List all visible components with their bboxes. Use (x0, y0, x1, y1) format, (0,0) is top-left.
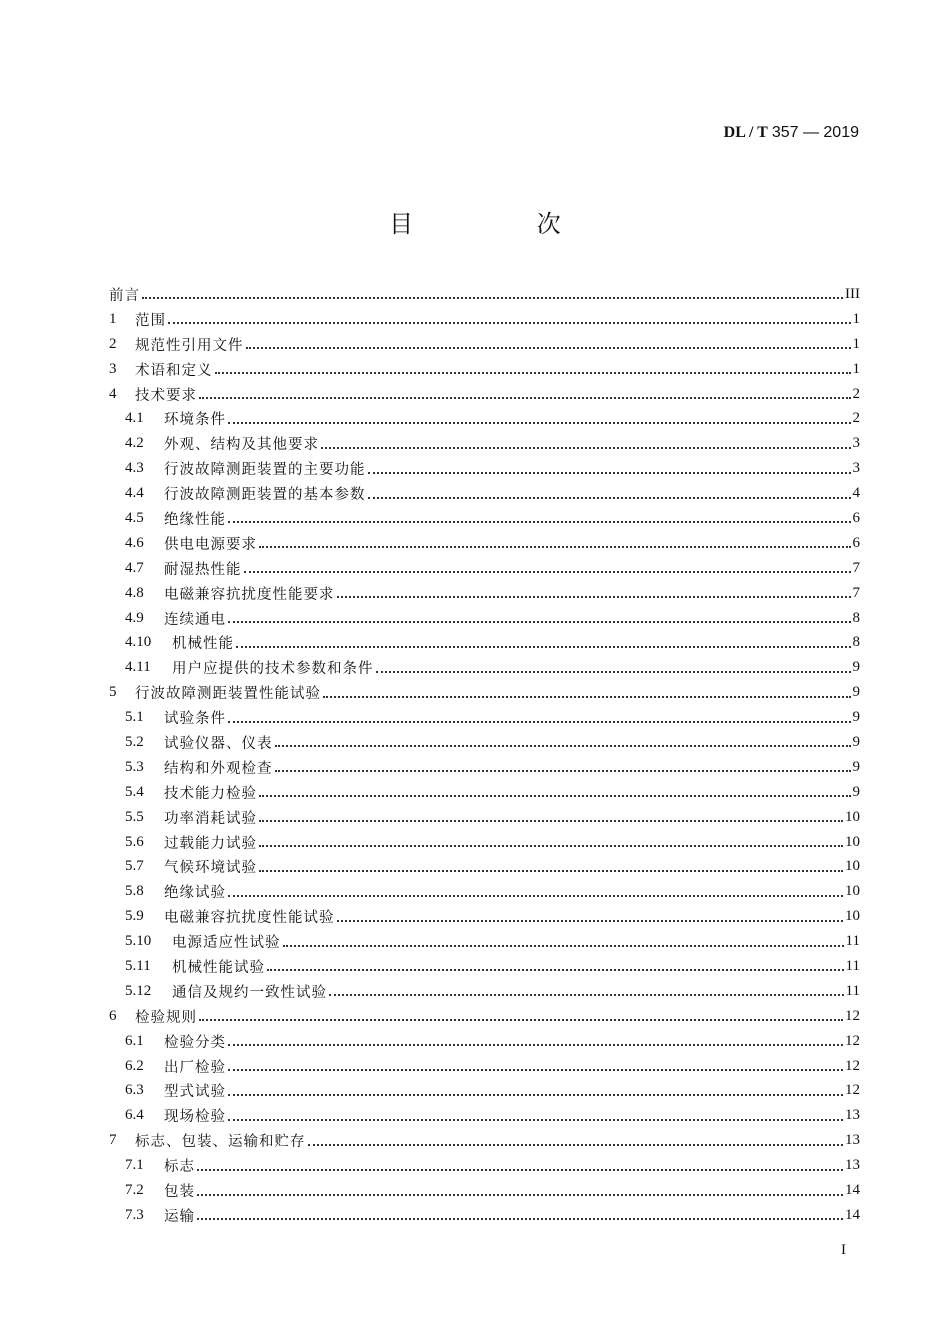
table-of-contents (109, 282, 860, 1228)
toc-dot-leader (228, 418, 851, 424)
toc-entry-number: 5.3 (125, 758, 144, 775)
page-number: I (841, 1242, 846, 1258)
toc-entry[interactable] (109, 705, 860, 730)
toc-entry-label: 电磁兼容抗扰度性能试验 (164, 910, 335, 927)
toc-dot-leader (259, 791, 851, 797)
toc-entry-label: 供电电源要求 (164, 536, 257, 553)
toc-entry-label: 标志 (164, 1159, 195, 1176)
toc-entry-page: 1 (852, 310, 860, 327)
toc-entry-number: 7 (109, 1132, 117, 1149)
toc-entry[interactable] (109, 755, 860, 780)
toc-entry-number: 4.8 (125, 584, 144, 601)
toc-entry[interactable] (109, 556, 860, 581)
page-title: 目 次 (389, 210, 619, 238)
toc-entry-page: 12 (845, 1007, 860, 1024)
toc-entry-label: 外观、结构及其他要求 (164, 437, 319, 454)
toc-entry-label: 电源适应性试验 (172, 935, 281, 952)
toc-dot-leader (244, 567, 851, 573)
toc-entry-number: 5.5 (125, 808, 144, 825)
toc-entry-number: 3 (109, 360, 117, 377)
toc-entry[interactable] (109, 1079, 860, 1104)
toc-entry[interactable] (109, 830, 860, 855)
toc-entry-number: 5.8 (125, 883, 144, 900)
toc-entry-number: 5 (109, 684, 117, 701)
toc-entry-label: 现场检验 (164, 1109, 226, 1126)
toc-entry-page: 7 (852, 559, 860, 576)
toc-entry-page: 3 (852, 435, 860, 452)
toc-entry-number: 2 (109, 335, 117, 352)
toc-entry-page: 10 (845, 833, 860, 850)
toc-entry-page: 9 (852, 783, 860, 800)
toc-entry-number: 4.4 (125, 485, 144, 502)
toc-dot-leader (267, 965, 844, 971)
toc-entry-label: 电磁兼容抗扰度性能要求 (164, 586, 335, 603)
toc-dot-leader (321, 443, 851, 449)
toc-entry-page: 10 (845, 808, 860, 825)
toc-entry-page: 8 (852, 634, 860, 651)
toc-entry-number: 5.9 (125, 908, 144, 925)
toc-entry[interactable] (109, 954, 860, 979)
toc-dot-leader (228, 617, 851, 623)
toc-entry-number: 4.10 (125, 634, 152, 651)
toc-entry-number: 6.2 (125, 1057, 144, 1074)
toc-entry-number: 6 (109, 1007, 117, 1024)
toc-entry-label: 气候环境试验 (164, 860, 257, 877)
toc-entry-page: 12 (845, 1032, 860, 1049)
toc-entry-page: 9 (852, 758, 860, 775)
toc-entry-number: 4.7 (125, 559, 144, 576)
toc-dot-leader (376, 667, 851, 673)
toc-entry-number: 7.1 (125, 1157, 144, 1174)
toc-entry-number: 4.11 (125, 659, 151, 676)
document-code-number: 357 — 2019 (771, 124, 859, 141)
toc-entry[interactable] (109, 357, 860, 382)
document-code-prefix: DL / T (723, 124, 768, 141)
toc-dot-leader (228, 517, 851, 523)
toc-entry-page: 1 (852, 360, 860, 377)
toc-entry-page: 9 (852, 709, 860, 726)
toc-entry-page: 10 (845, 908, 860, 925)
toc-dot-leader (323, 692, 851, 698)
toc-entry-page: 11 (845, 957, 860, 974)
toc-entry-page: 13 (845, 1157, 860, 1174)
toc-entry-page: 11 (845, 982, 860, 999)
toc-dot-leader (337, 916, 844, 922)
toc-entry-number: 6.4 (125, 1107, 144, 1124)
toc-entry-label: 检验分类 (164, 1034, 226, 1051)
toc-entry[interactable] (109, 606, 860, 631)
toc-entry-page: 12 (845, 1082, 860, 1099)
toc-dot-leader (228, 1115, 843, 1121)
toc-entry-label: 过载能力试验 (164, 835, 257, 852)
toc-entry-page: 9 (852, 684, 860, 701)
toc-entry-number: 6.3 (125, 1082, 144, 1099)
toc-entry[interactable] (109, 1103, 860, 1128)
toc-entry[interactable] (109, 531, 860, 556)
toc-entry-label: 运输 (164, 1208, 195, 1225)
toc-dot-leader (283, 941, 844, 947)
toc-entry[interactable] (109, 879, 860, 904)
toc-entry-label: 包装 (164, 1184, 195, 1200)
toc-entry[interactable] (109, 1004, 860, 1029)
toc-entry-number: 5.7 (125, 858, 144, 875)
toc-entry[interactable] (109, 680, 860, 705)
toc-entry-page: 13 (845, 1107, 860, 1124)
toc-entry-label: 连续通电 (164, 611, 226, 628)
toc-dot-leader (228, 1090, 843, 1096)
toc-entry-label: 绝缘试验 (164, 885, 226, 902)
toc-dot-leader (259, 841, 843, 847)
toc-dot-leader (236, 642, 851, 648)
toc-dot-leader (308, 1140, 844, 1146)
toc-entry-number: 4.9 (125, 609, 144, 626)
toc-entry-label: 技术要求 (135, 387, 197, 404)
toc-entry[interactable] (109, 1029, 860, 1054)
toc-entry-label: 结构和外观检查 (164, 760, 273, 777)
toc-entry[interactable] (109, 282, 860, 307)
toc-entry-number: 4.1 (125, 410, 144, 427)
toc-dot-leader (368, 493, 851, 499)
toc-entry-label: 通信及规约一致性试验 (172, 984, 327, 1001)
toc-dot-leader (259, 866, 843, 872)
toc-dot-leader (368, 468, 851, 474)
toc-entry-number: 5.12 (125, 982, 152, 999)
toc-entry-label: 前言 (109, 287, 140, 304)
toc-dot-leader (259, 816, 843, 822)
toc-entry[interactable] (109, 929, 860, 954)
toc-dot-leader (337, 592, 851, 598)
toc-entry[interactable] (109, 456, 860, 481)
toc-entry-page: 2 (852, 410, 860, 427)
toc-entry-label: 检验规则 (135, 1009, 197, 1026)
toc-entry-page: 6 (852, 534, 860, 551)
toc-entry-label: 机械性能试验 (172, 959, 265, 976)
toc-entry-page: 9 (852, 659, 860, 676)
toc-entry-label: 型式试验 (164, 1084, 226, 1101)
toc-entry[interactable] (109, 307, 860, 332)
toc-entry-number: 7.3 (125, 1206, 144, 1223)
toc-entry[interactable] (109, 979, 860, 1004)
toc-entry-page: 4 (852, 485, 860, 502)
toc-entry-label: 范围 (135, 312, 166, 329)
toc-entry-page: 2 (852, 385, 860, 402)
toc-entry-number: 5.11 (125, 957, 151, 974)
toc-entry[interactable] (109, 332, 860, 357)
toc-entry-label: 环境条件 (164, 412, 226, 429)
toc-dot-leader (199, 393, 851, 399)
toc-entry-page: 14 (845, 1182, 860, 1198)
toc-dot-leader (197, 1190, 843, 1196)
toc-entry[interactable] (109, 630, 860, 655)
toc-entry-number: 4.3 (125, 460, 144, 477)
toc-entry-page: 6 (852, 509, 860, 526)
toc-dot-leader (275, 766, 851, 772)
toc-entry[interactable] (109, 506, 860, 531)
toc-entry[interactable] (109, 655, 860, 680)
toc-entry-number: 4 (109, 385, 117, 402)
toc-dot-leader (228, 891, 843, 897)
toc-dot-leader (228, 1040, 843, 1046)
toc-entry-page: 11 (845, 933, 860, 950)
toc-entry[interactable] (109, 854, 860, 879)
toc-entry[interactable] (109, 780, 860, 805)
toc-dot-leader (199, 1015, 843, 1021)
toc-entry[interactable] (109, 730, 860, 755)
toc-entry-page: 14 (845, 1206, 860, 1223)
toc-entry[interactable] (109, 805, 860, 830)
toc-entry-number: 4.6 (125, 534, 144, 551)
toc-entry-number: 7.2 (125, 1182, 144, 1198)
toc-entry-page: 13 (845, 1132, 860, 1149)
toc-entry[interactable] (109, 406, 860, 431)
toc-entry-page: 1 (852, 335, 860, 352)
toc-entry[interactable] (109, 1128, 860, 1153)
toc-dot-leader (168, 318, 851, 324)
toc-entry-label: 规范性引用文件 (135, 337, 244, 354)
toc-entry-label: 术语和定义 (135, 362, 213, 379)
toc-entry-number: 5.6 (125, 833, 144, 850)
toc-entry-label: 机械性能 (172, 636, 234, 653)
toc-entry-label: 试验条件 (164, 711, 226, 728)
toc-entry-number: 5.4 (125, 783, 144, 800)
toc-entry-number: 5.2 (125, 733, 144, 750)
toc-entry-page: 12 (845, 1057, 860, 1074)
toc-entry-number: 6.1 (125, 1032, 144, 1049)
toc-entry-page: 9 (852, 733, 860, 750)
toc-dot-leader (329, 990, 844, 996)
toc-entry[interactable] (109, 382, 860, 407)
toc-dot-leader (215, 368, 851, 374)
toc-dot-leader (228, 1065, 843, 1071)
toc-entry-number: 1 (109, 310, 117, 327)
toc-dot-leader (275, 741, 851, 747)
toc-entry-label: 技术能力检验 (164, 785, 257, 802)
toc-entry-label: 耐湿热性能 (164, 561, 242, 578)
toc-entry-label: 用户应提供的技术参数和条件 (172, 661, 374, 678)
toc-entry-number: 5.10 (125, 933, 152, 950)
toc-entry-page: 8 (852, 609, 860, 626)
toc-entry-label: 行波故障测距装置性能试验 (135, 686, 321, 703)
toc-entry[interactable] (109, 1178, 860, 1203)
toc-entry[interactable] (109, 904, 860, 929)
toc-entry-label: 行波故障测距装置的基本参数 (164, 487, 366, 504)
toc-entry-number: 4.2 (125, 435, 144, 452)
toc-entry-page: 3 (852, 460, 860, 477)
toc-entry-label: 试验仪器、仪表 (164, 735, 273, 752)
toc-entry-label: 出厂检验 (164, 1059, 226, 1076)
toc-entry-label: 行波故障测距装置的主要功能 (164, 462, 366, 479)
toc-entry-page: III (845, 285, 860, 302)
toc-entry-label: 绝缘性能 (164, 511, 226, 528)
document-code (724, 124, 859, 142)
toc-dot-leader (259, 542, 851, 548)
toc-entry-number: 4.5 (125, 509, 144, 526)
toc-entry[interactable] (109, 481, 860, 506)
toc-dot-leader (197, 1214, 843, 1220)
toc-dot-leader (197, 1165, 843, 1171)
toc-entry[interactable] (109, 1153, 860, 1178)
toc-entry-page: 10 (845, 883, 860, 900)
toc-entry[interactable] (109, 431, 860, 456)
toc-entry[interactable] (109, 1054, 860, 1079)
toc-entry-label: 标志、包装、运输和贮存 (135, 1134, 306, 1151)
toc-entry[interactable] (109, 581, 860, 606)
toc-entry-number: 5.1 (125, 709, 144, 726)
toc-entry[interactable] (109, 1203, 860, 1228)
toc-entry-label: 功率消耗试验 (164, 810, 257, 827)
toc-dot-leader (142, 293, 843, 299)
toc-dot-leader (246, 343, 851, 349)
toc-entry-page: 10 (845, 858, 860, 875)
toc-dot-leader (228, 717, 851, 723)
toc-entry-page: 7 (852, 584, 860, 601)
